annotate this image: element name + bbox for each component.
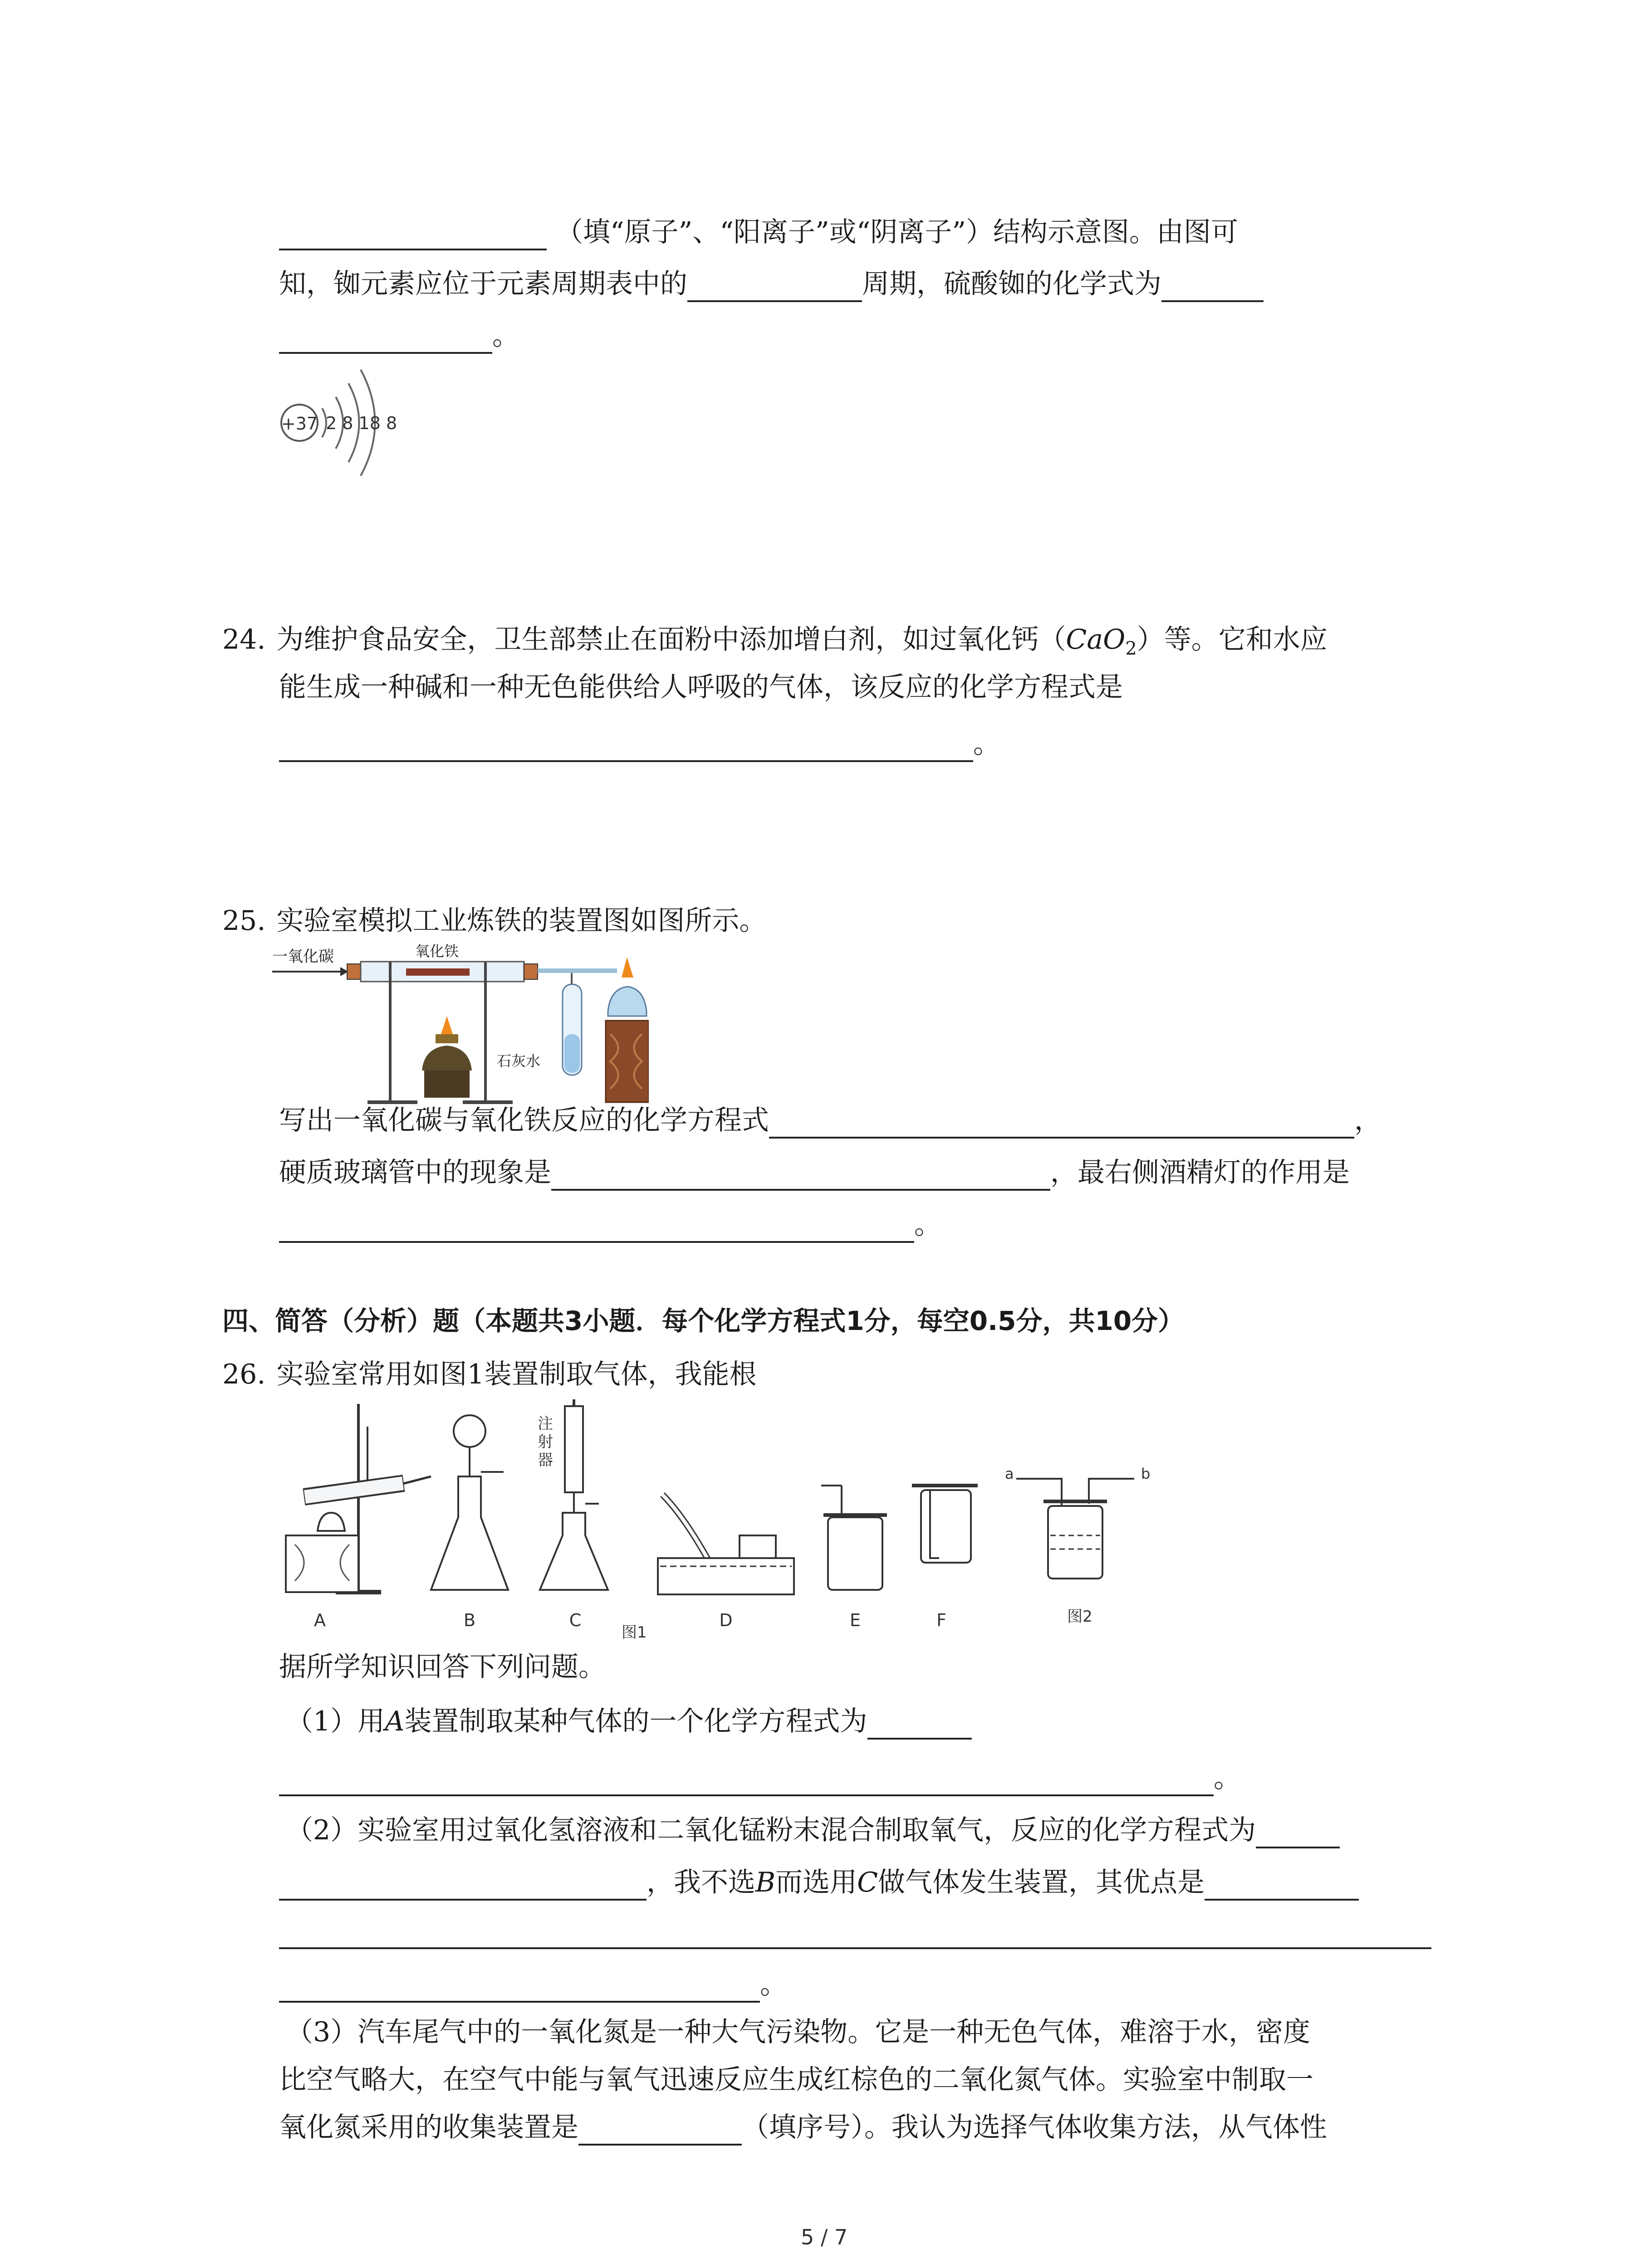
q26-p1-a: （1）用	[286, 1706, 385, 1737]
q24-line2: 能生成一种碱和一种无色能供给人呼吸的气体，该反应的化学方程式是	[279, 671, 1123, 703]
q26-number: 26.	[222, 1359, 266, 1390]
fe2o3-label: 氧化铁	[415, 943, 459, 960]
q26-p3-line1: （3）汽车尾气中的一氧化氮是一种大气污染物。它是一种无色气体，难溶于水，密度	[286, 2016, 1311, 2048]
answer-blank[interactable]	[578, 2116, 742, 2146]
q25-line-1	[222, 903, 766, 939]
q26-p3-line-1	[286, 2014, 1310, 2050]
q26-p2-line2-a: ，我不选	[647, 1867, 755, 1898]
q26-p3-line-2	[279, 2062, 1313, 2098]
q23-line-3	[279, 318, 519, 354]
answer-blank[interactable]	[1205, 1871, 1359, 1901]
iron-smelting-apparatus-figure	[272, 943, 649, 1111]
q26-p1-letter: A	[385, 1706, 405, 1737]
q26-p2-line-4	[279, 1966, 787, 2003]
label-f: F	[936, 1610, 946, 1630]
answer-blank[interactable]	[279, 732, 973, 762]
answer-blank[interactable]	[551, 1161, 1050, 1191]
q25-line3-a: 硬质玻璃管中的现象是	[279, 1157, 551, 1188]
q24-line1-a: 为维护食品安全，卫生部禁止在面粉中添加增白剂，如过氧化钙（	[276, 624, 1066, 655]
q26-p2-line-1	[286, 1812, 1340, 1848]
q26-line1: 实验室常用如图1装置制取气体，我能根	[276, 1359, 757, 1390]
answer-blank[interactable]	[279, 1766, 1214, 1796]
fig1-caption: 图1	[622, 1623, 647, 1642]
answer-blank[interactable]	[279, 1871, 647, 1901]
apparatus-b	[431, 1415, 508, 1630]
page-number: 5 / 7	[801, 2225, 848, 2249]
syringe-label-1: 注	[538, 1415, 553, 1433]
nucleus-charge: +37	[281, 414, 318, 434]
q23-line2-a: 知，铷元素应位于元素周期表中的	[279, 268, 687, 300]
apparatus-a	[286, 1404, 431, 1630]
answer-blank[interactable]	[279, 1213, 914, 1243]
answer-blank[interactable]	[1161, 272, 1264, 302]
q25-line-3	[279, 1154, 1350, 1191]
label-d: D	[719, 1610, 733, 1630]
label-a: A	[314, 1610, 326, 1630]
q26-line2: 据所学知识回答下列问题。	[279, 1651, 606, 1683]
gas-apparatus-figure	[277, 1399, 1184, 1644]
port-b-label: b	[1141, 1465, 1151, 1482]
answer-blank[interactable]	[279, 1947, 1431, 1949]
fig2-caption: 图2	[1067, 1608, 1092, 1626]
apparatus-e	[821, 1486, 887, 1630]
q26-p2-letter-c: C	[857, 1867, 878, 1898]
answer-blank[interactable]	[687, 272, 862, 302]
q24-formula: CaO	[1066, 624, 1126, 655]
syringe-label-2: 射	[538, 1433, 553, 1451]
q25-line3-b: ，最右侧酒精灯的作用是	[1050, 1157, 1350, 1188]
q26-p3-line3-a: 氧化氮采用的收集装置是	[279, 2112, 578, 2143]
apparatus-fig2	[1005, 1465, 1150, 1626]
co-label: 一氧化碳	[272, 948, 334, 966]
answer-blank[interactable]	[769, 1109, 1354, 1139]
answer-blank[interactable]	[867, 1710, 972, 1740]
q26-p2-end: 。	[760, 1969, 787, 2000]
q26-p3-line2: 比空气略大，在空气中能与氧气迅速反应生成红棕色的二氧化氮气体。实验室中制取一	[279, 2064, 1313, 2096]
answer-blank[interactable]	[279, 1973, 760, 2003]
q24-line-3	[279, 726, 1000, 762]
label-b: B	[463, 1610, 476, 1630]
q26-p2-line2-b: 而选用	[775, 1867, 857, 1898]
apparatus-d	[658, 1495, 794, 1630]
q26-p2-line2-c: 做气体发生装置，其优点是	[878, 1867, 1205, 1898]
q24-formula-subscript: 2	[1125, 638, 1137, 659]
q25-line2-a: 写出一氧化碳与氧化铁反应的化学方程式	[279, 1105, 769, 1136]
answer-blank[interactable]	[279, 220, 547, 250]
q26-p2-line1: （2）实验室用过氧化氢溶液和二氧化锰粉末混合制取氧气，反应的化学方程式为	[286, 1814, 1256, 1846]
q26-p1-line-2	[279, 1760, 1241, 1796]
answer-blank[interactable]	[1256, 1818, 1340, 1848]
q26-p1-end: 。	[1214, 1762, 1241, 1794]
q25-line-4	[279, 1207, 941, 1243]
q24-line3-end: 。	[973, 728, 1000, 760]
syringe-label-3: 器	[538, 1451, 553, 1469]
q26-line-1	[222, 1356, 757, 1393]
q23-line2-b: 周期，硫酸铷的化学式为	[862, 268, 1161, 300]
section-heading: 四、简答（分析）题（本题共3小题．每个化学方程式1分，每空0.5分，共10分）	[222, 1305, 1185, 1336]
apparatus-f	[912, 1486, 978, 1630]
answer-blank[interactable]	[279, 324, 492, 354]
q26-line-2	[279, 1649, 606, 1685]
q25-line1: 实验室模拟工业炼铁的装置图如图所示。	[276, 905, 767, 937]
apparatus-c	[538, 1399, 647, 1642]
q25-line-2	[279, 1102, 1381, 1139]
q23-line3-end: 。	[492, 320, 519, 352]
q24-line1-b: ）等。它和水应	[1136, 624, 1327, 655]
q26-p1-b: 装置制取某种气体的一个化学方程式为	[404, 1706, 867, 1737]
q26-p1-line-1	[286, 1703, 972, 1740]
label-c: C	[569, 1610, 582, 1630]
rubidium-structure-diagram	[272, 354, 408, 490]
q26-p3-line3-b: （填序号）。我认为选择气体收集方法，从气体性	[742, 2112, 1327, 2143]
q24-line-2	[279, 669, 1123, 705]
limewater-label: 石灰水	[497, 1052, 541, 1070]
q24-line-1	[222, 621, 1327, 667]
q26-p2-line-2	[279, 1864, 1359, 1901]
q23-line-1	[279, 214, 1238, 250]
q26-p2-letter-b: B	[755, 1867, 776, 1898]
port-a-label: a	[1005, 1465, 1014, 1482]
label-e: E	[849, 1610, 861, 1630]
shell-electrons: 2 8 18 8	[326, 413, 397, 433]
q25-line4-end: 。	[914, 1209, 941, 1241]
q25-number: 25.	[222, 905, 266, 937]
q23-line-2	[279, 266, 1264, 302]
q24-number: 24.	[222, 624, 266, 655]
q25-line2-end: ，	[1354, 1105, 1381, 1136]
q26-p3-line-3	[279, 2109, 1327, 2146]
q23-line1-text: （填“原子”、“阳离子”或“阴离子”）结构示意图。由图可	[556, 216, 1239, 248]
